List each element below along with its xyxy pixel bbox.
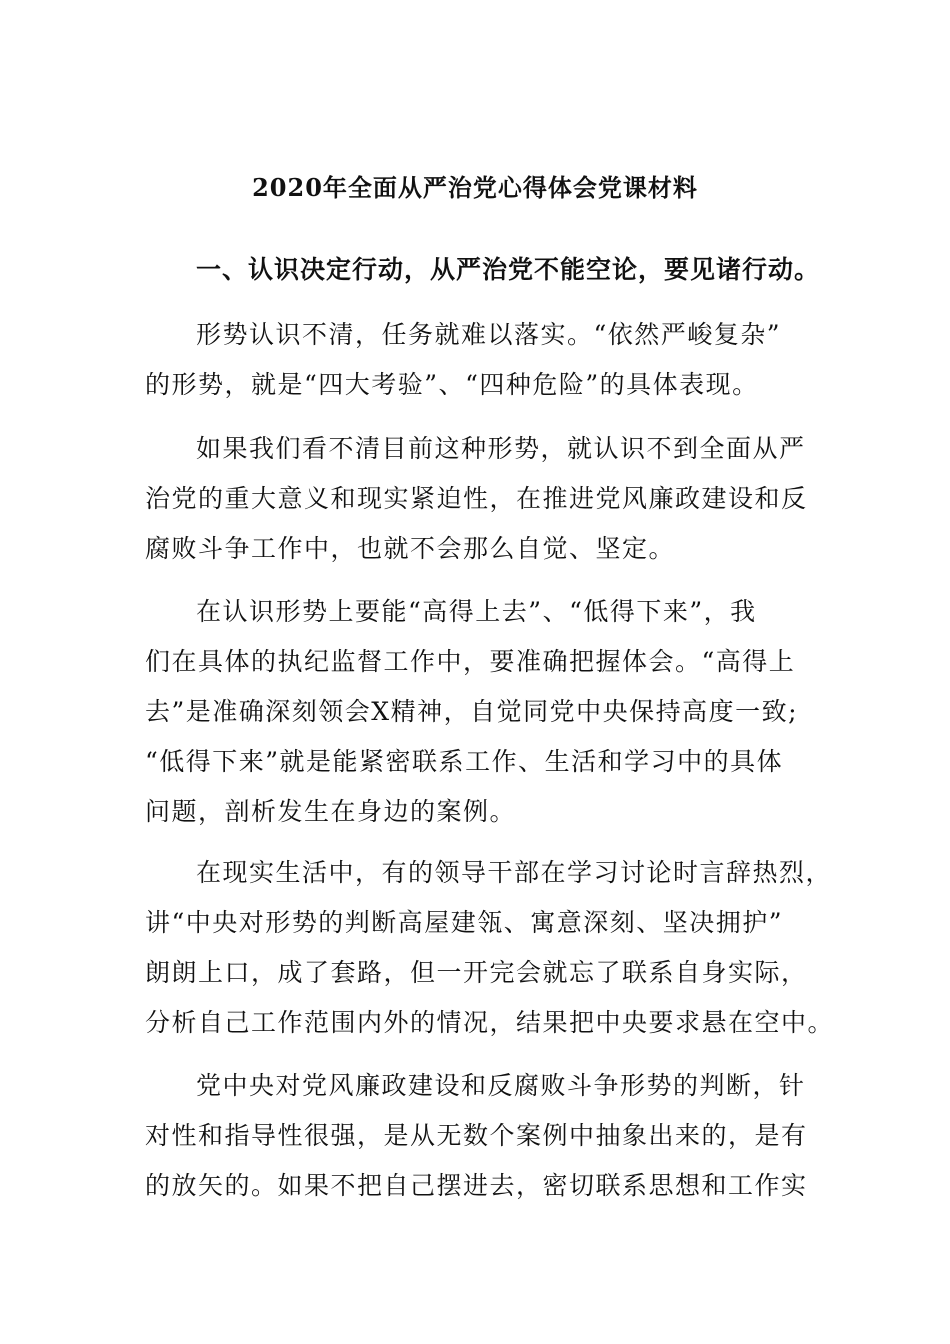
paragraph-line: 们在具体的执纪监督工作中，要准确把握体会。“高得上: [145, 647, 796, 676]
paragraph-line: 形势认识不清，任务就难以落实。“依然严峻复杂”: [196, 320, 782, 349]
paragraph-line: 的放矢的。如果不把自己摆进去，密切联系思想和工作实: [145, 1171, 808, 1200]
paragraph-line: 问题，剖析发生在身边的案例。: [145, 797, 517, 826]
paragraph-line: 在现实生活中，有的领导干部在学习讨论时言辞热烈，: [196, 858, 833, 887]
paragraph-line: 对性和指导性很强，是从无数个案例中抽象出来的，是有: [145, 1121, 808, 1150]
section-heading: 一、认识决定行动，从严治党不能空论，要见诸行动。: [196, 255, 821, 284]
paragraph-line: 腐败斗争工作中，也就不会那么自觉、坚定。: [145, 534, 676, 563]
paragraph-line: 党中央对党风廉政建设和反腐败斗争形势的判断，针: [196, 1071, 806, 1100]
paragraph-line: 分析自己工作范围内外的情况，结果把中央要求悬在空中。: [145, 1008, 835, 1037]
paragraph-line: 朗朗上口，成了套路，但一开完会就忘了联系自身实际，: [145, 958, 808, 987]
document-title: 2020年全面从严治党心得体会党课材料: [252, 173, 698, 202]
paragraph-line: 在认识形势上要能“高得上去”、“低得下来”，我: [196, 597, 757, 626]
paragraph-line: 如果我们看不清目前这种形势，就认识不到全面从严: [196, 434, 806, 463]
paragraph-line: 讲“中央对形势的判断高屋建瓴、寓意深刻、坚决拥护”: [145, 908, 784, 937]
paragraph-line: 的形势，就是“四大考验”、“四种危险”的具体表现。: [145, 370, 759, 399]
paragraph-line: “低得下来”就是能紧密联系工作、生活和学习中的具体: [145, 747, 784, 776]
paragraph-line: 去”是准确深刻领会X精神，自觉同党中央保持高度一致;: [145, 697, 799, 726]
paragraph-line: 治党的重大意义和现实紧迫性，在推进党风廉政建设和反: [145, 484, 808, 513]
